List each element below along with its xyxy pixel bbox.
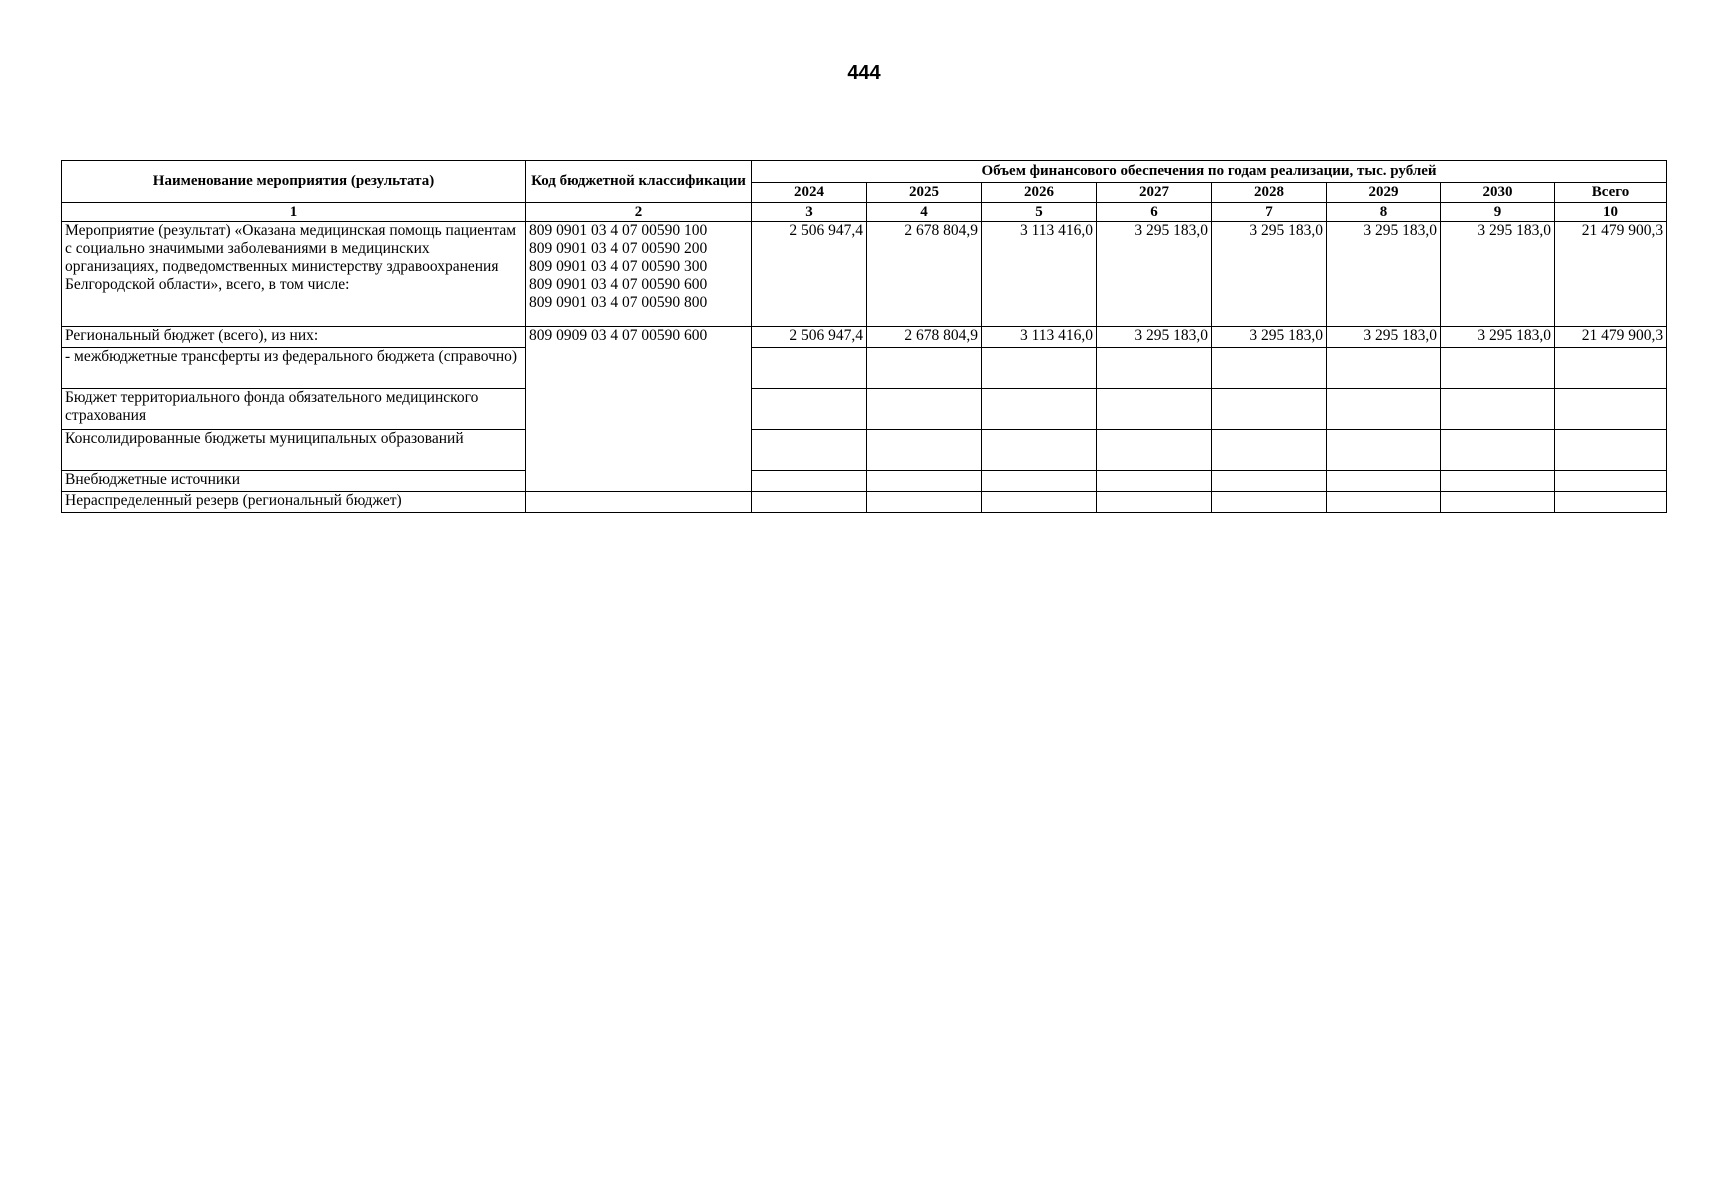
col-number: 6 bbox=[1097, 203, 1212, 222]
header-year: 2030 bbox=[1441, 183, 1555, 203]
value-cell bbox=[982, 430, 1097, 471]
value-cell bbox=[982, 348, 1097, 389]
col-number: 5 bbox=[982, 203, 1097, 222]
header-year: 2029 bbox=[1327, 183, 1441, 203]
row-name: Мероприятие (результат) «Оказана медицинская помощь пациентам с социально значимыми заболеваниями в медицинских организациях, подведомственных министерству здравоохранения Белгородской области», всего, в том числе: bbox=[62, 222, 526, 327]
row-name: Консолидированные бюджеты муниципальных образований bbox=[62, 430, 526, 471]
value-cell: 3 295 183,0 bbox=[1441, 327, 1555, 348]
value-cell bbox=[1212, 348, 1327, 389]
header-year: 2025 bbox=[867, 183, 982, 203]
row-name: Нераспределенный резерв (региональный бюджет) bbox=[62, 492, 526, 513]
value-cell: 3 295 183,0 bbox=[1212, 327, 1327, 348]
table-row bbox=[62, 492, 1667, 513]
col-number: 1 bbox=[62, 203, 526, 222]
row-code bbox=[526, 492, 752, 513]
col-number: 8 bbox=[1327, 203, 1441, 222]
value-cell bbox=[752, 471, 867, 492]
header-code: Код бюджетной классификации bbox=[526, 161, 752, 203]
total-cell: 21 479 900,3 bbox=[1555, 327, 1667, 348]
value-cell bbox=[1441, 471, 1555, 492]
value-cell bbox=[867, 471, 982, 492]
value-cell: 3 295 183,0 bbox=[1212, 222, 1327, 327]
col-number: 2 bbox=[526, 203, 752, 222]
financing-table bbox=[61, 160, 1667, 513]
value-cell bbox=[867, 389, 982, 430]
row-name: Бюджет территориального фонда обязательного медицинского страхования bbox=[62, 389, 526, 430]
total-cell bbox=[1555, 389, 1667, 430]
header-total: Всего bbox=[1555, 183, 1667, 203]
value-cell: 3 113 416,0 bbox=[982, 327, 1097, 348]
total-cell bbox=[1555, 348, 1667, 389]
header-year: 2028 bbox=[1212, 183, 1327, 203]
value-cell bbox=[1212, 430, 1327, 471]
total-cell bbox=[1555, 471, 1667, 492]
value-cell bbox=[1441, 348, 1555, 389]
value-cell bbox=[1097, 471, 1212, 492]
table-row bbox=[62, 222, 1667, 327]
value-cell bbox=[867, 492, 982, 513]
value-cell: 2 678 804,9 bbox=[867, 327, 982, 348]
value-cell: 2 506 947,4 bbox=[752, 222, 867, 327]
table-row bbox=[62, 348, 1667, 389]
header-name: Наименование мероприятия (результата) bbox=[62, 161, 526, 203]
total-cell bbox=[1555, 430, 1667, 471]
value-cell bbox=[1212, 492, 1327, 513]
value-cell: 3 295 183,0 bbox=[1097, 222, 1212, 327]
value-cell bbox=[1327, 389, 1441, 430]
row-name: - межбюджетные трансферты из федерального бюджета (справочно) bbox=[62, 348, 526, 389]
value-cell: 2 678 804,9 bbox=[867, 222, 982, 327]
value-cell: 3 295 183,0 bbox=[1097, 327, 1212, 348]
value-cell bbox=[1212, 471, 1327, 492]
value-cell bbox=[1097, 348, 1212, 389]
col-number: 10 bbox=[1555, 203, 1667, 222]
table-row bbox=[62, 389, 1667, 430]
row-name: Региональный бюджет (всего), из них: bbox=[62, 327, 526, 348]
header-year: 2026 bbox=[982, 183, 1097, 203]
value-cell bbox=[1441, 430, 1555, 471]
row-code: 809 0901 03 4 07 00590 100 809 0901 03 4 07 00590 200 809 0901 03 4 07 00590 300 809 0901 03 4 07 00590 600 809 0901 03 4 07 00590 800 bbox=[526, 222, 752, 327]
value-cell bbox=[867, 430, 982, 471]
value-cell bbox=[1441, 389, 1555, 430]
value-cell: 3 295 183,0 bbox=[1441, 222, 1555, 327]
value-cell bbox=[1097, 492, 1212, 513]
value-cell bbox=[752, 492, 867, 513]
table-row bbox=[62, 327, 1667, 348]
value-cell bbox=[1441, 492, 1555, 513]
value-cell: 2 506 947,4 bbox=[752, 327, 867, 348]
value-cell bbox=[1327, 430, 1441, 471]
col-number: 7 bbox=[1212, 203, 1327, 222]
value-cell bbox=[1097, 430, 1212, 471]
row-code: 809 0909 03 4 07 00590 600 bbox=[526, 327, 752, 492]
page-number: 444 bbox=[847, 62, 881, 84]
table-row bbox=[62, 430, 1667, 471]
col-number: 3 bbox=[752, 203, 867, 222]
value-cell bbox=[752, 348, 867, 389]
value-cell bbox=[752, 389, 867, 430]
header-volume: Объем финансового обеспечения по годам реализации, тыс. рублей bbox=[752, 161, 1667, 183]
row-name: Внебюджетные источники bbox=[62, 471, 526, 492]
value-cell bbox=[982, 471, 1097, 492]
value-cell bbox=[982, 492, 1097, 513]
value-cell bbox=[982, 389, 1097, 430]
table-row bbox=[62, 471, 1667, 492]
header-year: 2024 bbox=[752, 183, 867, 203]
header-year: 2027 bbox=[1097, 183, 1212, 203]
col-number: 4 bbox=[867, 203, 982, 222]
value-cell: 3 113 416,0 bbox=[982, 222, 1097, 327]
total-cell bbox=[1555, 492, 1667, 513]
value-cell bbox=[867, 348, 982, 389]
value-cell bbox=[1327, 471, 1441, 492]
value-cell: 3 295 183,0 bbox=[1327, 327, 1441, 348]
value-cell bbox=[1212, 389, 1327, 430]
value-cell bbox=[1327, 348, 1441, 389]
value-cell bbox=[1097, 389, 1212, 430]
total-cell: 21 479 900,3 bbox=[1555, 222, 1667, 327]
value-cell: 3 295 183,0 bbox=[1327, 222, 1441, 327]
col-number: 9 bbox=[1441, 203, 1555, 222]
value-cell bbox=[752, 430, 867, 471]
value-cell bbox=[1327, 492, 1441, 513]
